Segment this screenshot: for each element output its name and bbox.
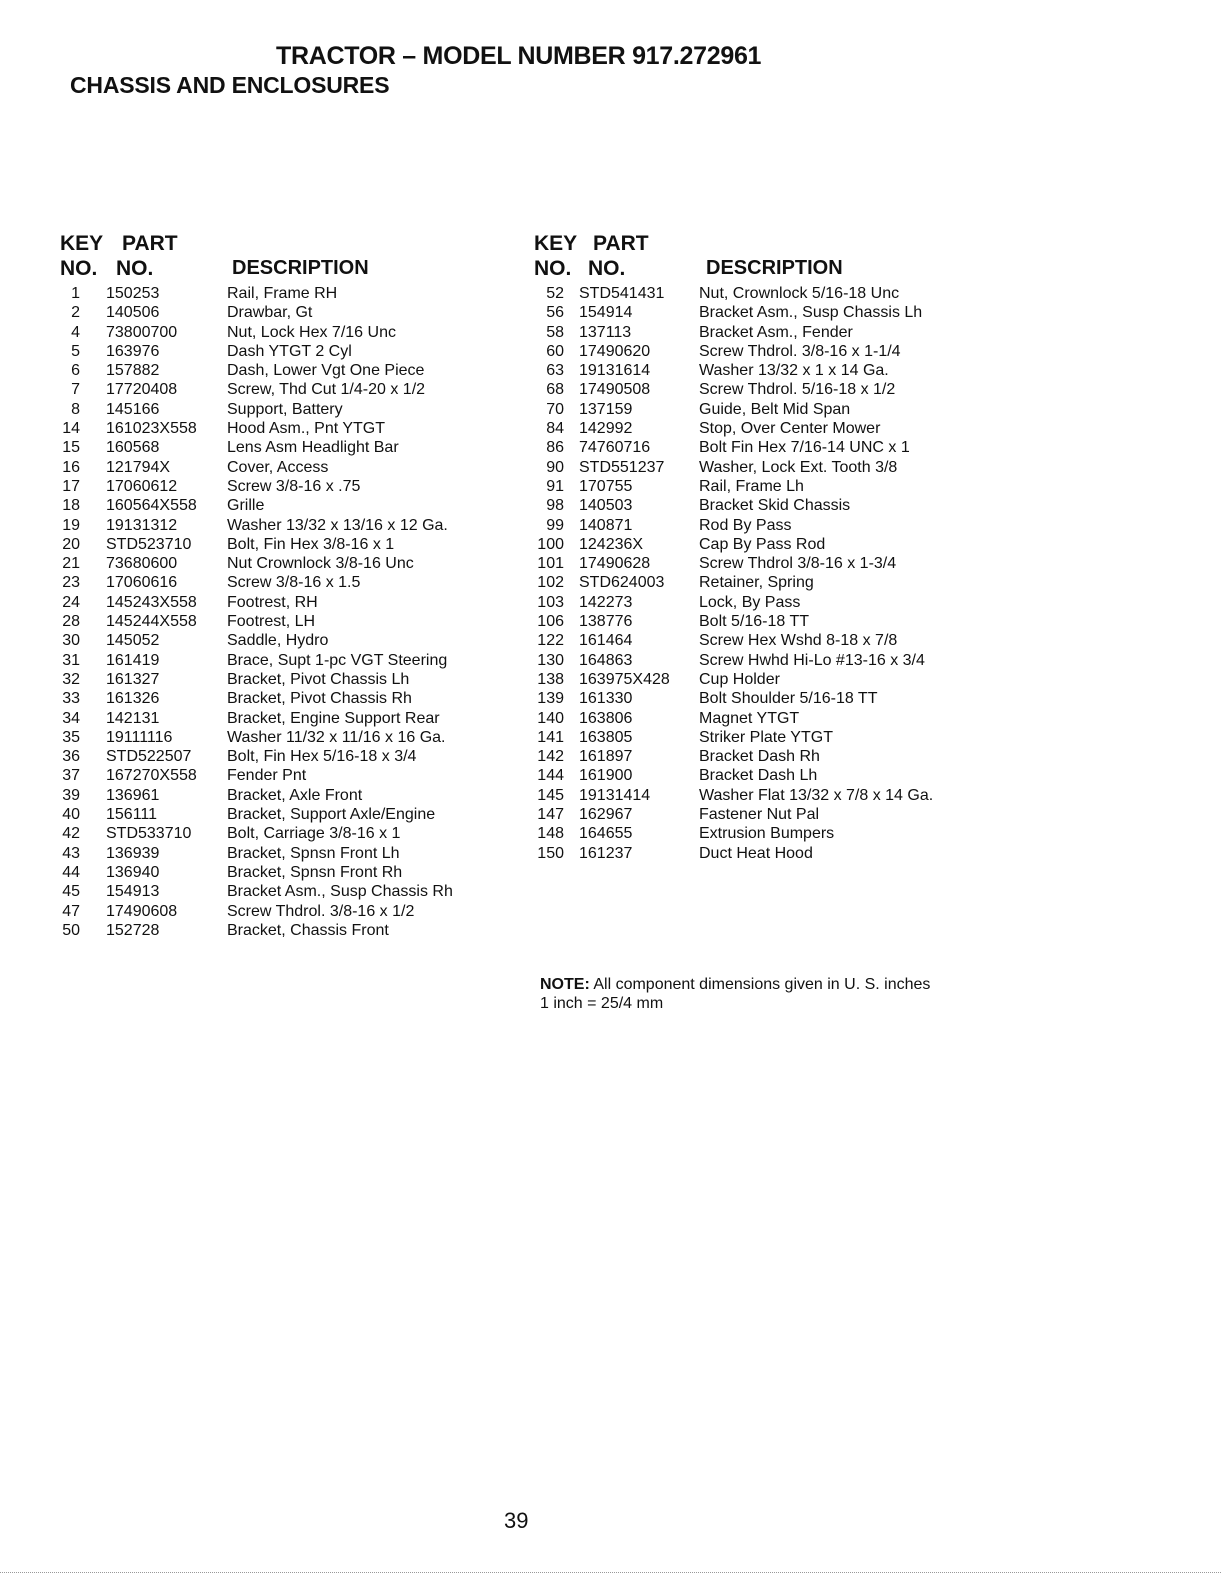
description: Screw Thdrol 3/8-16 x 1-3/4	[699, 555, 897, 573]
part-no: 19131414	[579, 786, 651, 804]
description: Footrest, LH	[227, 613, 316, 631]
table-row	[60, 689, 477, 708]
part-header: PART	[593, 232, 649, 255]
description: Bracket, Chassis Front	[227, 921, 389, 939]
part-no: 145052	[106, 632, 160, 650]
description: Fastener Nut Pal	[699, 806, 820, 824]
part-header: PART	[122, 232, 178, 255]
key-no: 68	[546, 381, 564, 399]
part-no: STD551237	[579, 458, 665, 476]
description: Bolt, Fin Hex 3/8-16 x 1	[227, 535, 395, 553]
part-no: 161419	[106, 651, 160, 669]
part-no: 140871	[579, 516, 633, 534]
description: Nut Crownlock 3/8-16 Unc	[227, 555, 414, 573]
table-row	[534, 709, 937, 728]
table-row	[60, 612, 477, 631]
part-no: 161023X558	[106, 420, 197, 438]
table-row	[60, 766, 477, 785]
table-row	[60, 728, 477, 747]
description: Duct Heat Hood	[699, 844, 813, 862]
key-no: 101	[537, 555, 564, 573]
table-row	[534, 323, 937, 342]
section-title: CHASSIS AND ENCLOSURES	[70, 72, 390, 98]
note-label: NOTE:	[540, 976, 590, 993]
part-no: 161237	[579, 844, 633, 862]
part-no: STD533710	[106, 825, 192, 843]
description: Lock, By Pass	[699, 593, 801, 611]
key-no: 20	[62, 535, 80, 553]
part-no: 138776	[579, 613, 633, 631]
description: Cup Holder	[699, 670, 780, 688]
key-no: 150	[537, 844, 564, 862]
key-no: 37	[62, 767, 80, 785]
key-no: 35	[62, 728, 80, 746]
part-no: 150253	[106, 285, 160, 302]
table-row	[534, 651, 937, 670]
key-no: 33	[62, 690, 80, 708]
description: Bolt Fin Hex 7/16-14 UNC x 1	[699, 439, 910, 457]
key-no: 4	[71, 323, 80, 341]
key-no: 142	[537, 748, 564, 766]
key-no: 16	[62, 458, 80, 476]
table-row	[534, 593, 937, 612]
description: Screw Thdrol. 5/16-18 x 1/2	[699, 381, 896, 399]
part-no: 19131614	[579, 362, 651, 380]
table-row	[534, 535, 937, 554]
table-row	[60, 419, 477, 438]
part-no: 17060612	[106, 477, 178, 495]
part-no: 136939	[106, 844, 160, 862]
table-row	[534, 573, 937, 592]
table-row	[534, 477, 937, 496]
part-no: 156111	[106, 806, 158, 824]
part-no: 161326	[106, 690, 160, 708]
description: Bracket Asm., Fender	[699, 323, 853, 341]
key-no: 8	[71, 400, 80, 418]
table-row	[60, 824, 477, 843]
part-no: 137113	[579, 323, 632, 341]
description: Striker Plate YTGT	[699, 728, 833, 746]
description: Rail, Frame Lh	[699, 477, 804, 495]
table-row	[60, 593, 477, 612]
key-no: 42	[62, 825, 80, 843]
part-no: 142273	[579, 593, 633, 611]
key-header: KEY	[534, 232, 578, 255]
table-row	[534, 496, 937, 515]
table-row	[60, 863, 477, 882]
description: Support, Battery	[227, 400, 343, 418]
description: Brace, Supt 1-pc VGT Steering	[227, 651, 448, 669]
part-no-header: NO.	[588, 257, 626, 280]
parts-list-right	[534, 232, 937, 863]
key-no: 36	[62, 748, 80, 766]
part-no: 145243X558	[106, 593, 197, 611]
part-no: 17720408	[106, 381, 178, 399]
table-row	[534, 380, 937, 399]
description: Bolt, Carriage 3/8-16 x 1	[227, 825, 401, 843]
table-row	[60, 438, 477, 457]
table-row	[60, 902, 477, 921]
key-no: 100	[537, 535, 564, 553]
key-no: 21	[62, 555, 80, 573]
description: Guide, Belt Mid Span	[699, 400, 851, 418]
key-no: 84	[546, 420, 564, 438]
key-no: 145	[537, 786, 564, 804]
table-row	[534, 728, 937, 747]
part-no: STD624003	[579, 574, 665, 592]
parts-rows	[534, 284, 937, 863]
description: Bracket, Spnsn Front Lh	[227, 844, 400, 862]
description: Rail, Frame RH	[227, 285, 338, 302]
table-row	[60, 631, 477, 650]
table-row	[60, 496, 477, 515]
key-no: 139	[537, 690, 564, 708]
key-no: 148	[537, 825, 564, 843]
table-row	[60, 844, 477, 863]
key-no: 24	[62, 593, 80, 611]
table-row	[534, 342, 937, 361]
part-no: 154913	[106, 883, 160, 901]
description-header: DESCRIPTION	[232, 257, 369, 279]
key-no: 40	[62, 806, 80, 824]
table-row	[60, 805, 477, 824]
part-no: 161900	[579, 767, 633, 785]
key-no: 18	[62, 497, 80, 515]
description: Footrest, RH	[227, 593, 318, 611]
parts-rows	[60, 284, 477, 940]
table-row	[534, 419, 937, 438]
key-no: 1	[71, 285, 80, 302]
page-number: 39	[504, 1508, 529, 1533]
part-no: 17490608	[106, 902, 178, 920]
description: Magnet YTGT	[699, 709, 800, 727]
part-no: 142992	[579, 420, 633, 438]
description: Screw 3/8-16 x 1.5	[227, 574, 361, 592]
key-no: 5	[71, 342, 80, 360]
part-no: 160568	[106, 439, 160, 457]
table-row	[60, 284, 477, 303]
table-row	[534, 438, 937, 457]
part-no: 161897	[579, 748, 633, 766]
key-no: 58	[546, 323, 564, 341]
key-no-header: NO.	[534, 257, 572, 280]
part-no: STD541431	[579, 285, 665, 302]
description: Bracket Skid Chassis	[699, 497, 851, 515]
description: Nut, Lock Hex 7/16 Unc	[227, 323, 396, 341]
part-no: 17490508	[579, 381, 651, 399]
key-no: 14	[62, 420, 80, 438]
table-row	[60, 400, 477, 419]
note	[540, 975, 940, 1013]
key-no: 56	[546, 304, 564, 322]
description: Hood Asm., Pnt YTGT	[227, 420, 385, 438]
table-row	[60, 380, 477, 399]
key-no: 122	[537, 632, 564, 650]
part-no: 164863	[579, 651, 633, 669]
part-no: 136940	[106, 863, 160, 881]
key-no: 106	[537, 613, 564, 631]
key-no: 52	[546, 285, 564, 302]
table-row	[60, 342, 477, 361]
description: Cover, Access	[227, 458, 329, 476]
table-row	[534, 554, 937, 573]
part-no: 157882	[106, 362, 160, 380]
description: Screw, Thd Cut 1/4-20 x 1/2	[227, 381, 426, 399]
part-no-header: NO.	[116, 257, 154, 280]
part-no: 163805	[579, 728, 633, 746]
table-row	[60, 477, 477, 496]
part-no: 136961	[106, 786, 160, 804]
table-row	[60, 554, 477, 573]
part-no: 161327	[106, 670, 160, 688]
part-no: 124236X	[579, 535, 644, 553]
table-row	[534, 612, 937, 631]
part-no: 152728	[106, 921, 160, 939]
table-row	[60, 786, 477, 805]
part-no: STD523710	[106, 535, 192, 553]
table-row	[534, 766, 937, 785]
key-no: 138	[537, 670, 564, 688]
part-no: 17060616	[106, 574, 178, 592]
description: Washer 11/32 x 11/16 x 16 Ga.	[227, 728, 446, 746]
description: Stop, Over Center Mower	[699, 420, 881, 438]
page-title: TRACTOR – MODEL NUMBER 917.272961	[276, 42, 762, 70]
table-row	[60, 882, 477, 901]
key-no: 50	[62, 921, 80, 939]
table-row	[60, 573, 477, 592]
key-no: 2	[71, 304, 80, 322]
part-no: 154914	[579, 304, 633, 322]
table-row	[534, 844, 937, 863]
part-no: 145166	[106, 400, 160, 418]
description: Washer 13/32 x 1 x 14 Ga.	[699, 362, 889, 380]
part-no: STD522507	[106, 748, 192, 766]
part-no: 160564X558	[106, 497, 197, 515]
part-no: 73680600	[106, 555, 178, 573]
table-row	[60, 747, 477, 766]
key-no: 45	[62, 883, 80, 901]
part-no: 121794X	[106, 458, 171, 476]
key-no: 15	[62, 439, 80, 457]
description: Screw Hwhd Hi-Lo #13-16 x 3/4	[699, 651, 925, 669]
key-no: 19	[62, 516, 80, 534]
part-no: 162967	[579, 806, 633, 824]
footer-rule	[0, 1572, 1221, 1573]
description: Extrusion Bumpers	[699, 825, 835, 843]
part-no: 19111116	[106, 728, 173, 746]
table-row	[534, 400, 937, 419]
description: Bracket, Axle Front	[227, 786, 363, 804]
part-no: 142131	[106, 709, 160, 727]
description: Screw Hex Wshd 8-18 x 7/8	[699, 632, 898, 650]
column-header	[60, 232, 477, 284]
note-text: All component dimensions given in U. S. inches 1 inch = 25/4 mm	[540, 976, 931, 1012]
key-no-header: NO.	[60, 257, 98, 280]
key-no: 130	[537, 651, 564, 669]
part-no: 163975X428	[579, 670, 670, 688]
part-no: 161330	[579, 690, 633, 708]
description: Screw 3/8-16 x .75	[227, 477, 361, 495]
table-row	[534, 747, 937, 766]
key-no: 47	[62, 902, 80, 920]
description-header: DESCRIPTION	[706, 257, 843, 279]
key-no: 43	[62, 844, 80, 862]
table-row	[60, 670, 477, 689]
description: Dash, Lower Vgt One Piece	[227, 362, 425, 380]
key-no: 91	[546, 477, 564, 495]
part-no: 161464	[579, 632, 633, 650]
key-header: KEY	[60, 232, 104, 255]
description: Bracket, Pivot Chassis Rh	[227, 690, 412, 708]
key-no: 147	[537, 806, 564, 824]
table-row	[534, 786, 937, 805]
key-no: 31	[62, 651, 80, 669]
description: Lens Asm Headlight Bar	[227, 439, 399, 457]
part-no: 164655	[579, 825, 633, 843]
part-no: 73800700	[106, 323, 178, 341]
table-row	[60, 921, 477, 940]
table-row	[60, 303, 477, 322]
key-no: 99	[546, 516, 564, 534]
description: Dash YTGT 2 Cyl	[227, 342, 352, 360]
table-row	[534, 516, 937, 535]
part-no: 163976	[106, 342, 160, 360]
description: Screw Thdrol. 3/8-16 x 1/2	[227, 902, 415, 920]
table-row	[534, 670, 937, 689]
table-row	[60, 651, 477, 670]
key-no: 60	[546, 342, 564, 360]
key-no: 103	[537, 593, 564, 611]
table-row	[534, 805, 937, 824]
description: Drawbar, Gt	[227, 304, 313, 322]
part-no: 167270X558	[106, 767, 197, 785]
part-no: 17490620	[579, 342, 651, 360]
key-no: 98	[546, 497, 564, 515]
key-no: 6	[71, 362, 80, 380]
key-no: 140	[537, 709, 564, 727]
description: Bolt Shoulder 5/16-18 TT	[699, 690, 878, 708]
table-row	[60, 323, 477, 342]
description: Cap By Pass Rod	[699, 535, 826, 553]
key-no: 86	[546, 439, 564, 457]
column-header	[534, 232, 937, 284]
description: Washer Flat 13/32 x 7/8 x 14 Ga.	[699, 786, 934, 804]
description: Nut, Crownlock 5/16-18 Unc	[699, 285, 900, 302]
part-no: 137159	[579, 400, 633, 418]
description: Rod By Pass	[699, 516, 792, 534]
description: Washer 13/32 x 13/16 x 12 Ga.	[227, 516, 448, 534]
key-no: 7	[71, 381, 80, 399]
description: Saddle, Hydro	[227, 632, 329, 650]
description: Bracket, Pivot Chassis Lh	[227, 670, 410, 688]
description: Bracket Dash Rh	[699, 748, 820, 766]
part-no: 19131312	[106, 516, 178, 534]
description: Bolt 5/16-18 TT	[699, 613, 809, 631]
part-no: 145244X558	[106, 613, 197, 631]
key-no: 39	[62, 786, 80, 804]
table-row	[60, 516, 477, 535]
table-row	[534, 824, 937, 843]
table-row	[60, 458, 477, 477]
part-no: 163806	[579, 709, 633, 727]
description: Bracket, Spnsn Front Rh	[227, 863, 403, 881]
key-no: 23	[62, 574, 80, 592]
key-no: 34	[62, 709, 80, 727]
key-no: 141	[537, 728, 564, 746]
key-no: 17	[62, 477, 80, 495]
description: Bracket, Support Axle/Engine	[227, 806, 436, 824]
description: Bracket Asm., Susp Chassis Rh	[227, 883, 453, 901]
key-no: 28	[62, 613, 80, 631]
part-no: 140506	[106, 304, 160, 322]
description: Bracket, Engine Support Rear	[227, 709, 440, 727]
key-no: 70	[546, 400, 564, 418]
description: Screw Thdrol. 3/8-16 x 1-1/4	[699, 342, 901, 360]
description: Grille	[227, 497, 265, 515]
description: Retainer, Spring	[699, 574, 814, 592]
table-row	[534, 361, 937, 380]
description: Washer, Lock Ext. Tooth 3/8	[699, 458, 898, 476]
table-row	[534, 458, 937, 477]
part-no: 170755	[579, 477, 633, 495]
key-no: 90	[546, 458, 564, 476]
key-no: 44	[62, 863, 80, 881]
table-row	[534, 284, 937, 303]
parts-list-left	[60, 232, 477, 940]
part-no: 17490628	[579, 555, 651, 573]
key-no: 63	[546, 362, 564, 380]
table-row	[60, 709, 477, 728]
table-row	[534, 631, 937, 650]
key-no: 32	[62, 670, 80, 688]
key-no: 30	[62, 632, 80, 650]
description: Bolt, Fin Hex 5/16-18 x 3/4	[227, 748, 417, 766]
table-row	[534, 689, 937, 708]
description: Bracket Dash Lh	[699, 767, 818, 785]
part-no: 74760716	[579, 439, 651, 457]
key-no: 102	[537, 574, 564, 592]
table-row	[60, 361, 477, 380]
table-row	[60, 535, 477, 554]
part-no: 140503	[579, 497, 633, 515]
description: Bracket Asm., Susp Chassis Lh	[699, 304, 923, 322]
key-no: 144	[537, 767, 564, 785]
description: Fender Pnt	[227, 767, 307, 785]
table-row	[534, 303, 937, 322]
